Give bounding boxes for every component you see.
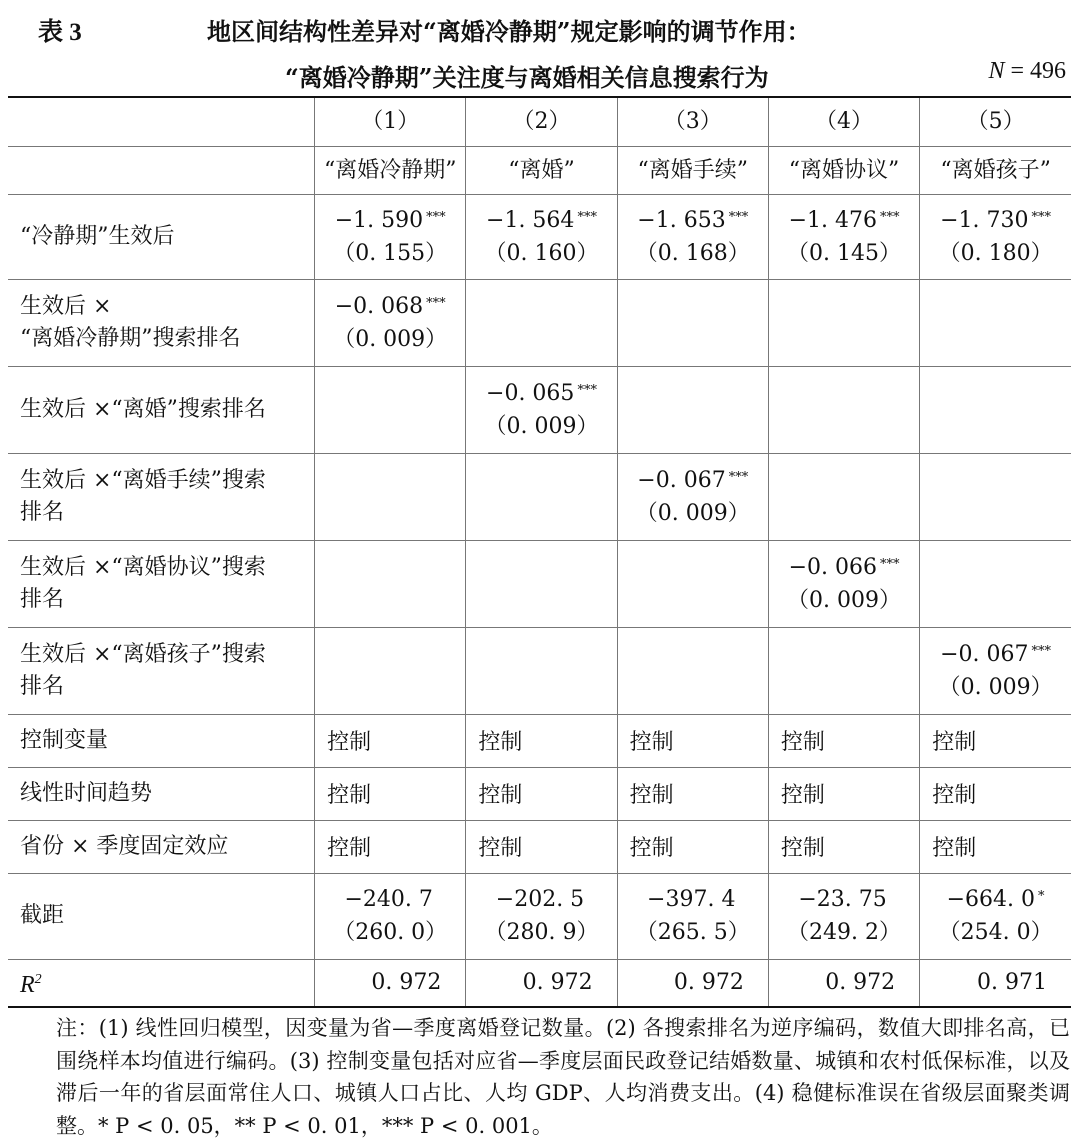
coef-value: −1. 476	[788, 207, 877, 233]
significance-stars: ***	[880, 209, 900, 225]
col-number-1: （1）	[315, 97, 466, 146]
std-error: （0. 009）	[484, 413, 599, 439]
std-error: （0. 009）	[635, 500, 750, 526]
empty-cell	[466, 279, 617, 366]
empty-cell	[920, 279, 1071, 366]
effect-cell-5	[920, 194, 1071, 279]
intercept-row	[8, 873, 1071, 959]
trend-cell: 控制	[315, 767, 466, 820]
n-symbol: N	[988, 58, 1005, 84]
empty-cell	[466, 627, 617, 714]
regression-table	[8, 96, 1071, 1008]
trend-cell: 控制	[920, 767, 1071, 820]
coef-value: −0. 067	[637, 467, 726, 493]
std-error: （254. 0）	[938, 920, 1053, 945]
empty-cell	[920, 453, 1071, 540]
effect-row	[8, 194, 1071, 279]
effect-cell-4	[768, 194, 919, 279]
fixed-effects-cell: 控制	[920, 820, 1071, 873]
interaction-cell-4	[768, 540, 919, 627]
col-number-4: （4）	[768, 97, 919, 146]
coef-value: −0. 067	[940, 641, 1029, 667]
significance-stars: ***	[426, 209, 446, 225]
r-squared-cell: 0. 972	[768, 959, 919, 1007]
n-value: = 496	[1010, 58, 1066, 84]
table-title-line2: “离婚冷静期”关注度与离婚相关信息搜索行为	[285, 63, 769, 92]
std-error: （0. 168）	[635, 240, 750, 266]
empty-cell	[466, 540, 617, 627]
empty-cell	[617, 540, 768, 627]
interaction-row-2	[8, 366, 1071, 453]
table-note-text: 注：(1) 线性回归模型，因变量为省—季度离婚登记数量。(2) 各搜索排名为逆序编码，数值大即排名高，已围绕样本均值进行编码。(3) 控制变量包括对应省—季度层面民政登记结婚数量、城镇和农村低保标准，以及滞后一年的省层面常住人口、城镇人口占比、人均 GDP、人均消费支出。(4) 稳健标准误在省级层面聚类调整。* P < 0. 05，** P < 0. 01，*** P < 0. 001。	[56, 1016, 1070, 1138]
coef-value: −0. 066	[788, 554, 877, 580]
significance-stars: ***	[880, 556, 900, 572]
row-label-interaction-1: 生效后 × “离婚冷静期”搜索排名	[8, 279, 315, 366]
empty-cell	[768, 279, 919, 366]
std-error: （260. 0）	[333, 920, 448, 945]
table-label: 表 3	[38, 19, 82, 46]
r-squared-row	[8, 959, 1071, 1007]
empty-cell	[466, 453, 617, 540]
fixed-effects-cell: 控制	[617, 820, 768, 873]
coef-value: −23. 75	[798, 887, 887, 912]
row-label-trend: 线性时间趋势	[8, 767, 315, 820]
sample-size	[988, 58, 1066, 85]
fixed-effects-cell: 控制	[768, 820, 919, 873]
empty-cell	[315, 627, 466, 714]
row-label-effect: “冷静期”生效后	[8, 194, 315, 279]
std-error: （0. 160）	[484, 240, 599, 266]
empty-cell	[617, 627, 768, 714]
intercept-cell-1	[315, 873, 466, 959]
significance-stars: ***	[728, 469, 749, 485]
col-term-2: “离婚”	[466, 146, 617, 194]
col-term-1: “离婚冷静期”	[315, 146, 466, 194]
empty-cell	[315, 453, 466, 540]
empty-cell	[768, 627, 919, 714]
table-note	[56, 1012, 1070, 1142]
std-error: （249. 2）	[787, 920, 902, 945]
significance-stars: ***	[577, 382, 597, 398]
fixed-effects-cell: 控制	[315, 820, 466, 873]
empty-cell	[315, 540, 466, 627]
col-term-3: “离婚手续”	[617, 146, 768, 194]
interaction-cell-1	[315, 279, 466, 366]
col-term-4: “离婚协议”	[768, 146, 919, 194]
controls-cell: 控制	[768, 714, 919, 767]
trend-cell: 控制	[466, 767, 617, 820]
row-label-controls: 控制变量	[8, 714, 315, 767]
col-number-2: （2）	[466, 97, 617, 146]
std-error: （0. 180）	[938, 240, 1053, 266]
std-error: （265. 5）	[635, 920, 750, 945]
controls-cell: 控制	[315, 714, 466, 767]
effect-cell-2	[466, 194, 617, 279]
significance-stars: ***	[1031, 209, 1052, 225]
effect-cell-1	[315, 194, 466, 279]
row-label-intercept: 截距	[8, 873, 315, 959]
coef-value: −1. 564	[486, 207, 575, 233]
row-label-fixed-effects: 省份 × 季度固定效应	[8, 820, 315, 873]
coef-value: −1. 590	[334, 207, 424, 233]
fixed-effects-row	[8, 820, 1071, 873]
r-squared-cell: 0. 972	[315, 959, 466, 1007]
std-error: （0. 009）	[787, 587, 902, 613]
significance-stars: *	[1038, 889, 1045, 904]
interaction-cell-3	[617, 453, 768, 540]
intercept-cell-2	[466, 873, 617, 959]
trend-row	[8, 767, 1071, 820]
coef-value: −0. 068	[334, 293, 424, 319]
empty-cell	[315, 366, 466, 453]
significance-stars: ***	[577, 209, 597, 225]
significance-stars: ***	[426, 295, 446, 311]
interaction-cell-2	[466, 366, 617, 453]
intercept-cell-4	[768, 873, 919, 959]
coef-value: −202. 5	[495, 887, 585, 912]
interaction-cell-5	[920, 627, 1071, 714]
row-label-interaction-3: 生效后 ×“离婚手续”搜索 排名	[8, 453, 315, 540]
std-error: （0. 009）	[333, 326, 448, 352]
std-error: （280. 9）	[484, 920, 599, 945]
empty-cell	[617, 366, 768, 453]
interaction-row-3	[8, 453, 1071, 540]
std-error: （0. 145）	[787, 240, 902, 266]
row-label-interaction-2: 生效后 ×“离婚”搜索排名	[8, 366, 315, 453]
coef-value: −664. 0	[946, 887, 1036, 912]
controls-cell: 控制	[617, 714, 768, 767]
significance-stars: ***	[728, 209, 749, 225]
trend-cell: 控制	[617, 767, 768, 820]
std-error: （0. 009）	[938, 674, 1053, 700]
table-title-line1: 地区间结构性差异对“离婚冷静期”规定影响的调节作用：	[207, 17, 811, 46]
controls-cell: 控制	[466, 714, 617, 767]
interaction-row-1	[8, 279, 1071, 366]
row-label-r-squared: $R^2$	[8, 959, 315, 1007]
trend-cell: 控制	[768, 767, 919, 820]
col-term-row	[8, 146, 1071, 194]
coef-value: −240. 7	[344, 887, 433, 912]
controls-cell: 控制	[920, 714, 1071, 767]
fixed-effects-cell: 控制	[466, 820, 617, 873]
empty-cell	[920, 366, 1071, 453]
r-squared-cell: 0. 972	[617, 959, 768, 1007]
r-squared-cell: 0. 972	[466, 959, 617, 1007]
col-number-row	[8, 97, 1071, 146]
r-squared-cell: 0. 971	[920, 959, 1071, 1007]
empty-cell	[768, 453, 919, 540]
col-number-5: （5）	[920, 97, 1071, 146]
corner-cell	[8, 146, 315, 194]
empty-cell	[768, 366, 919, 453]
empty-cell	[920, 540, 1071, 627]
effect-cell-3	[617, 194, 768, 279]
row-label-interaction-4: 生效后 ×“离婚协议”搜索 排名	[8, 540, 315, 627]
row-label-interaction-5: 生效后 ×“离婚孩子”搜索 排名	[8, 627, 315, 714]
empty-cell	[617, 279, 768, 366]
std-error: （0. 155）	[333, 240, 448, 266]
intercept-cell-5	[920, 873, 1071, 959]
coef-value: −1. 653	[637, 207, 726, 233]
coef-value: −397. 4	[647, 887, 736, 912]
intercept-cell-3	[617, 873, 768, 959]
coef-value: −0. 065	[486, 380, 575, 406]
corner-cell	[8, 97, 315, 146]
interaction-row-5	[8, 627, 1071, 714]
controls-row	[8, 714, 1071, 767]
interaction-row-4	[8, 540, 1071, 627]
col-number-3: （3）	[617, 97, 768, 146]
col-term-5: “离婚孩子”	[920, 146, 1071, 194]
significance-stars: ***	[1031, 643, 1052, 659]
coef-value: −1. 730	[940, 207, 1029, 233]
